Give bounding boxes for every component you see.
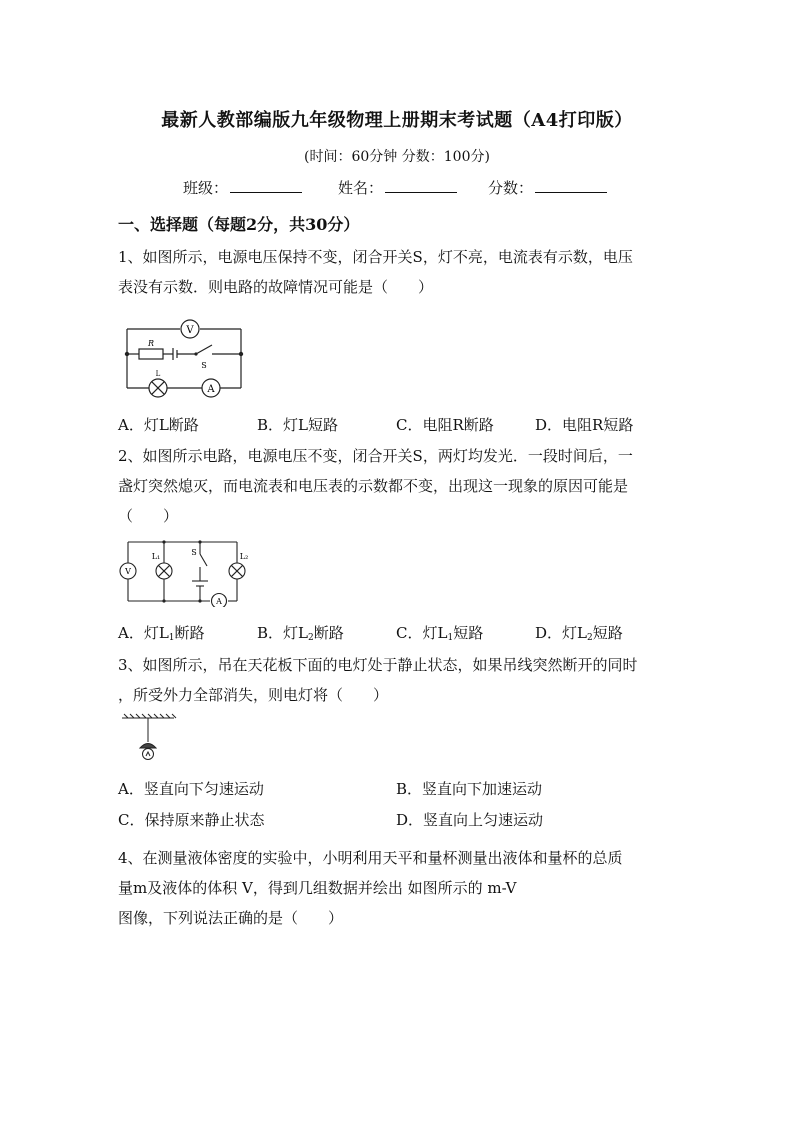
q3-option-b[interactable]: B．竖直向下加速运动: [396, 780, 543, 798]
q2-line2: 盏灯突然熄灭，而电流表和电压表的示数都不变，出现这一现象的原因可能是: [118, 477, 629, 495]
q1-option-b[interactable]: B．灯L短路: [257, 416, 338, 434]
q2-option-b-sub: 2: [307, 633, 314, 643]
q2-option-c-text: C．灯L: [396, 624, 448, 642]
name-label: 姓名：: [338, 179, 384, 197]
q3-hanging-lamp-figure: [118, 712, 178, 768]
question-4: [118, 843, 678, 933]
q2-option-b-suffix: 断路: [313, 624, 344, 642]
q2-option-a-text: A．灯L: [118, 624, 169, 642]
q4-line2: 量m及液体的体积 V，得到几组数据并绘出 如图所示的 m-V: [118, 879, 517, 897]
q2-option-d-text: D．灯L: [535, 624, 587, 642]
q2-ammeter-label: A: [216, 597, 222, 606]
score-blank: [535, 178, 607, 193]
score-field: [488, 177, 607, 198]
exam-meta: (时间：60分钟 分数：100分): [304, 149, 490, 165]
q1-option-d[interactable]: D．电阻R短路: [535, 416, 634, 434]
q1-line2: 表没有示数．则电路的故障情况可能是（ ）: [118, 278, 434, 296]
q4-line3: 图像，下列说法正确的是（ ）: [118, 909, 344, 927]
q3-option-a[interactable]: A．竖直向下匀速运动: [118, 780, 264, 798]
q3-option-d[interactable]: D．竖直向上匀速运动: [396, 811, 544, 829]
q1-option-a[interactable]: A．灯L断路: [118, 416, 199, 434]
q2-line3: （ ）: [118, 507, 179, 525]
q2-option-b-text: B．灯L: [257, 624, 308, 642]
q2-circuit-figure: [118, 537, 253, 607]
q1-option-c[interactable]: C．电阻R断路: [396, 416, 494, 434]
q1-voltmeter-label: V: [186, 325, 194, 336]
q2-option-b[interactable]: [257, 622, 344, 643]
question-3: [118, 650, 678, 710]
section-title: 一、选择题（每题2分，共30分）: [118, 215, 360, 234]
q2-option-d-suffix: 短路: [592, 624, 623, 642]
page-title: 最新人教部编版九年级物理上册期末考试题（A4打印版）: [161, 110, 633, 131]
q2-option-c[interactable]: [396, 622, 483, 643]
class-field: [183, 177, 302, 198]
name-blank: [385, 178, 457, 193]
q2-option-c-suffix: 短路: [453, 624, 484, 642]
q2-line1: 2、如图所示电路，电源电压不变，闭合开关S，两灯均发光．一段时间后，一: [118, 447, 633, 465]
score-label: 分数：: [488, 179, 534, 197]
q2-switch-label: S: [191, 548, 197, 557]
q4-line1: 4、在测量液体密度的实验中，小明利用天平和量杯测量出液体和量杯的总质: [118, 849, 623, 867]
q3-line2: ，所受外力全部消失，则电灯将（ ）: [118, 686, 389, 704]
q1-line1: 1、如图所示，电源电压保持不变，闭合开关S，灯不亮，电流表有示数，电压: [118, 248, 633, 266]
q2-lamp2-label: L₂: [239, 552, 249, 561]
question-1: [118, 242, 678, 302]
class-blank: [230, 178, 302, 193]
name-field: [338, 177, 457, 198]
q2-option-c-sub: 1: [447, 633, 454, 643]
q2-option-a[interactable]: [118, 622, 205, 643]
q1-circuit-figure: [120, 318, 250, 400]
class-label: 班级：: [183, 179, 229, 197]
question-2: [118, 441, 678, 531]
q2-option-d[interactable]: [535, 622, 623, 643]
q2-option-d-sub: 2: [587, 633, 593, 643]
q3-option-c[interactable]: C．保持原来静止状态: [118, 811, 265, 829]
q2-lamp1-label: L₁: [151, 552, 161, 561]
q2-option-a-suffix: 断路: [174, 624, 205, 642]
q1-ammeter-label: A: [207, 384, 215, 395]
q1-switch-label: S: [201, 361, 207, 370]
q1-lamp-label: L: [155, 370, 161, 378]
q2-voltmeter-label: V: [125, 567, 131, 576]
q1-resistor-label: R: [147, 339, 155, 348]
q3-line1: 3、如图所示，吊在天花板下面的电灯处于静止状态，如果吊线突然断开的同时: [118, 656, 638, 674]
q2-option-a-sub: 1: [168, 633, 175, 643]
